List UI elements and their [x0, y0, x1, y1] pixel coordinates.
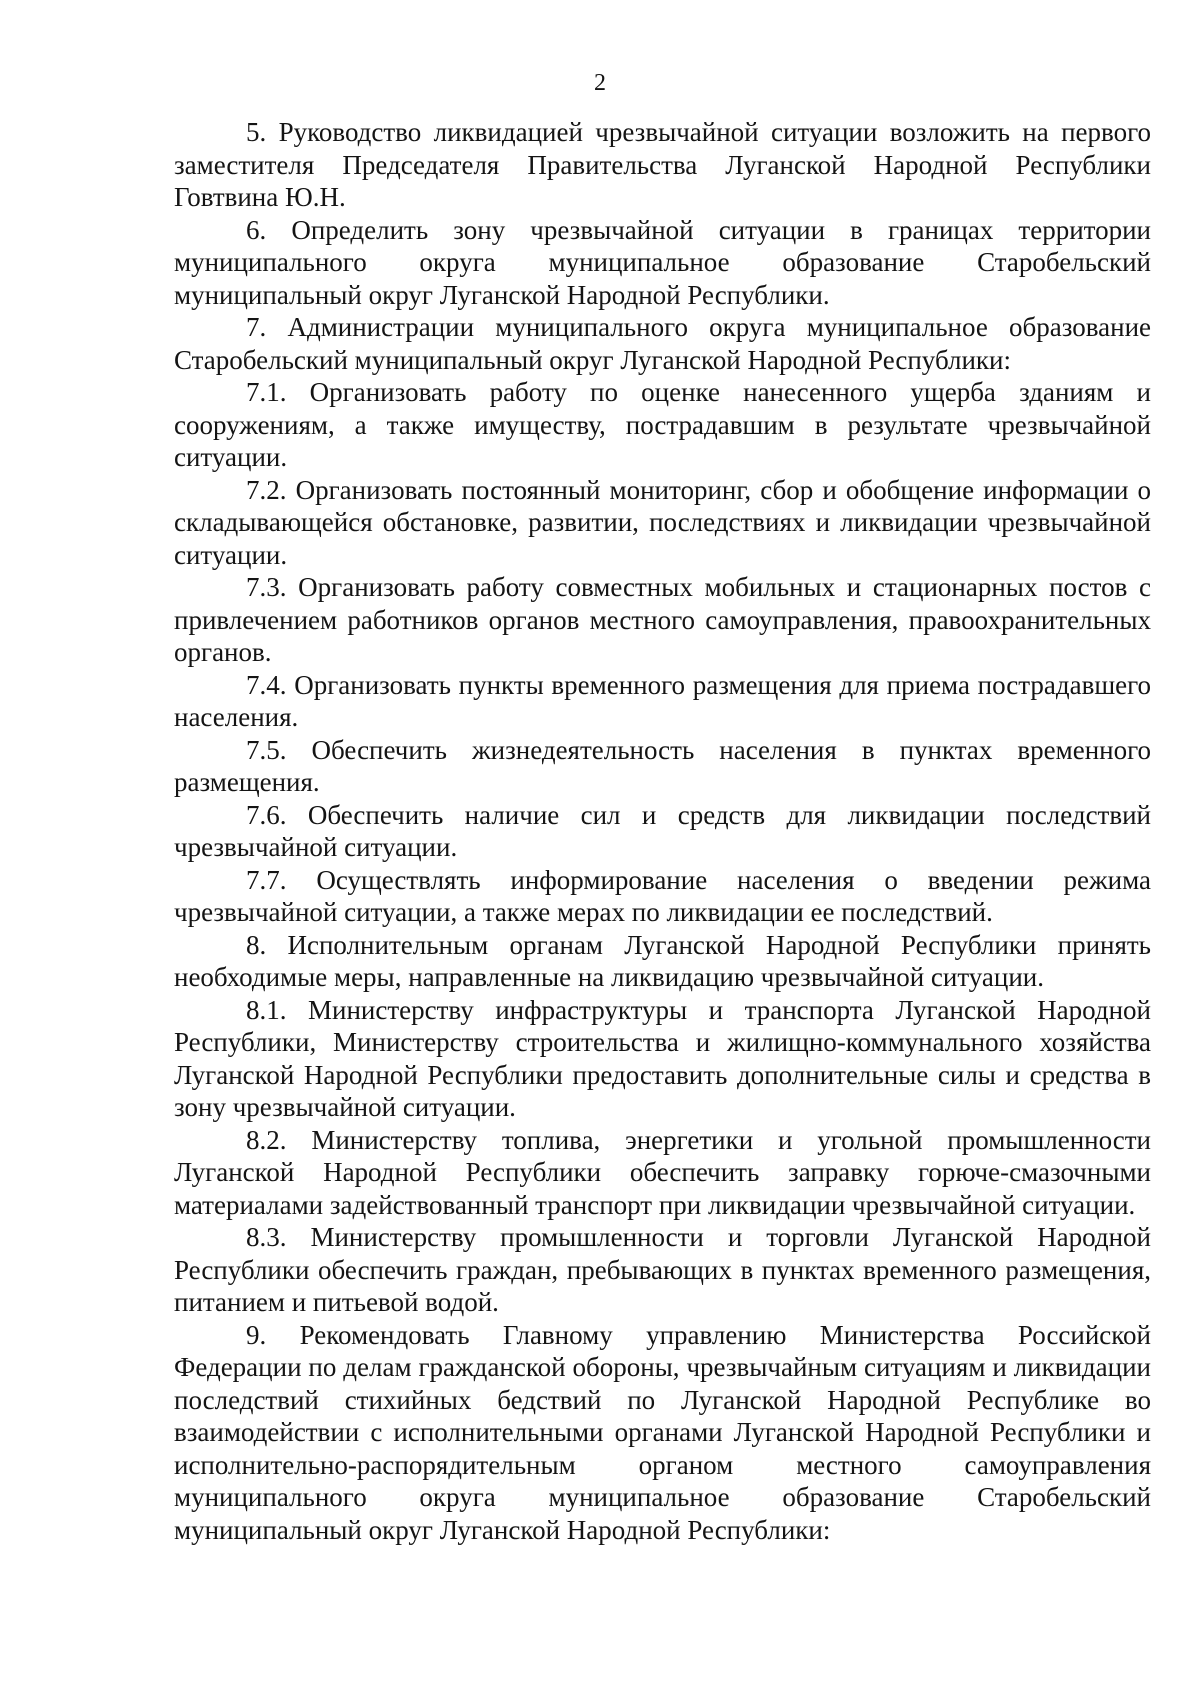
paragraph-8-1: 8.1. Министерству инфраструктуры и транспорта Луганской Народной Республики, Министерству строительства и жилищно-коммунального хозяйства Луганской Народной Республики предоставить дополнительные силы и средства в зону чрезвычайной ситуации.	[174, 994, 1151, 1122]
paragraph-5: 5. Руководство ликвидацией чрезвычайной ситуации возложить на первого заместителя Председателя Правительства Луганской Народной Республики Говтвина Ю.Н.	[174, 117, 1151, 212]
paragraph-7-5: 7.5. Обеспечить жизнедеятельность населения в пунктах временного размещения.	[174, 734, 1151, 797]
paragraph-6: 6. Определить зону чрезвычайной ситуации в границах территории муниципального округа муниципальное образование Старобельский муниципальный округ Луганской Народной Республики.	[174, 214, 1151, 310]
paragraph-7: 7. Администрации муниципального округа муниципальное образование Старобельский муниципальный округ Луганской Народной Республики:	[174, 312, 1151, 375]
paragraph-8-2: 8.2. Министерству топлива, энергетики и угольной промышленности Луганской Народной Республики обеспечить заправку горюче-смазочными материалами задействованный транспорт при ликвидации чрезвычайной ситуации.	[174, 1124, 1151, 1220]
paragraph-8-3: 8.3. Министерству промышленности и торговли Луганской Народной Республики обеспечить граждан, пребывающих в пунктах временного размещения, питанием и питьевой водой.	[174, 1222, 1151, 1317]
paragraph-8: 8. Исполнительным органам Луганской Народной Республики принять необходимые меры, направленные на ликвидацию чрезвычайной ситуации.	[174, 929, 1151, 992]
paragraph-9: 9. Рекомендовать Главному управлению Министерства Российской Федерации по делам гражданской обороны, чрезвычайным ситуациям и ликвидации последствий стихийных бедствий по Луганской Народной Республике во взаимодействии с исполнительными органами Луганской Народной Республики и исполнительно-распорядительным органом местного самоуправления муниципального округа муниципальное образование Старобельский муниципальный округ Луганской Народной Республики:	[174, 1319, 1151, 1545]
paragraph-7-2: 7.2. Организовать постоянный мониторинг, сбор и обобщение информации о складывающейся обстановке, развитии, последствиях и ликвидации чрезвычайной ситуации.	[174, 474, 1151, 570]
paragraph-7-1: 7.1. Организовать работу по оценке нанесенного ущерба зданиям и сооружениям, а также имуществу, пострадавшим в результате чрезвычайной ситуации.	[174, 377, 1151, 472]
page-number: 2	[594, 70, 606, 96]
document-body	[174, 116, 1151, 1546]
paragraph-7-7: 7.7. Осуществлять информирование населения о введении режима чрезвычайной ситуации, а также мерах по ликвидации ее последствий.	[174, 864, 1151, 927]
paragraph-7-4: 7.4. Организовать пункты временного размещения для приема пострадавшего населения.	[174, 669, 1151, 732]
paragraph-7-3: 7.3. Организовать работу совместных мобильных и стационарных постов с привлечением работников органов местного самоуправления, правоохранительных органов.	[174, 572, 1151, 667]
paragraph-7-6: 7.6. Обеспечить наличие сил и средств для ликвидации последствий чрезвычайной ситуации.	[174, 799, 1151, 862]
